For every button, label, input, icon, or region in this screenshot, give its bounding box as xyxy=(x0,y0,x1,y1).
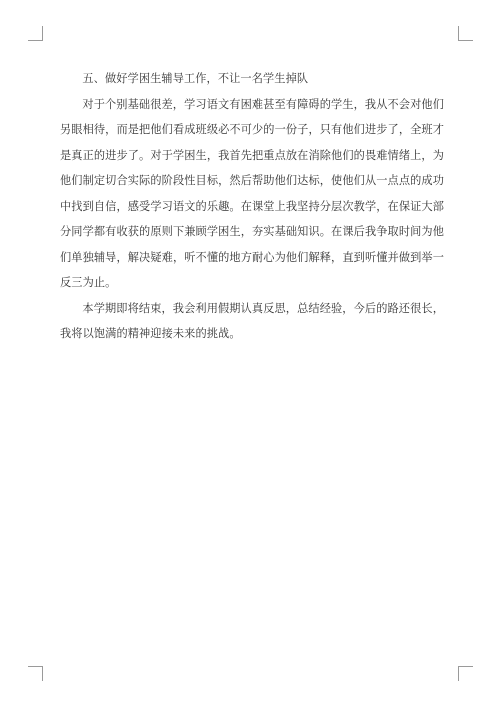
crop-mark-bottom-right xyxy=(458,666,473,681)
crop-mark-top-right xyxy=(458,26,473,41)
crop-mark-bottom-left xyxy=(28,666,43,681)
paragraph-conclusion: 本学期即将结束，我会利用假期认真反思，总结经验，今后的路还很长，我将以饱满的精神迎接未来的挑战。 xyxy=(60,301,444,340)
section-heading: 五、做好学困生辅导工作，不让一名学生掉队 xyxy=(82,72,309,85)
paragraph-struggling-students: 对于个别基础很差，学习语文有困难甚至有障碍的学生，我从不会对他们另眼相待，而是把他们看成班级必不可少的一份子，只有他们进步了，全班才是真正的进步了。对于学困生，我首先把重点放在消除他们的畏难情绪上，为他们制定切合实际的阶段性目标，然后帮助他们达标，使他们从一点点的成功中找到自信，感受学习语文的乐趣。在课堂上我坚持分层次教学，在保证大部分同学都有收获的原则下兼顾学困生，夯实基础知识。在课后我争取时间为他们单独辅导，解决疑难，听不懂的地方耐心为他们解释，直到听懂并做到举一反三为止。 xyxy=(60,97,444,289)
crop-mark-top-left xyxy=(28,26,43,41)
document-body xyxy=(60,66,444,347)
